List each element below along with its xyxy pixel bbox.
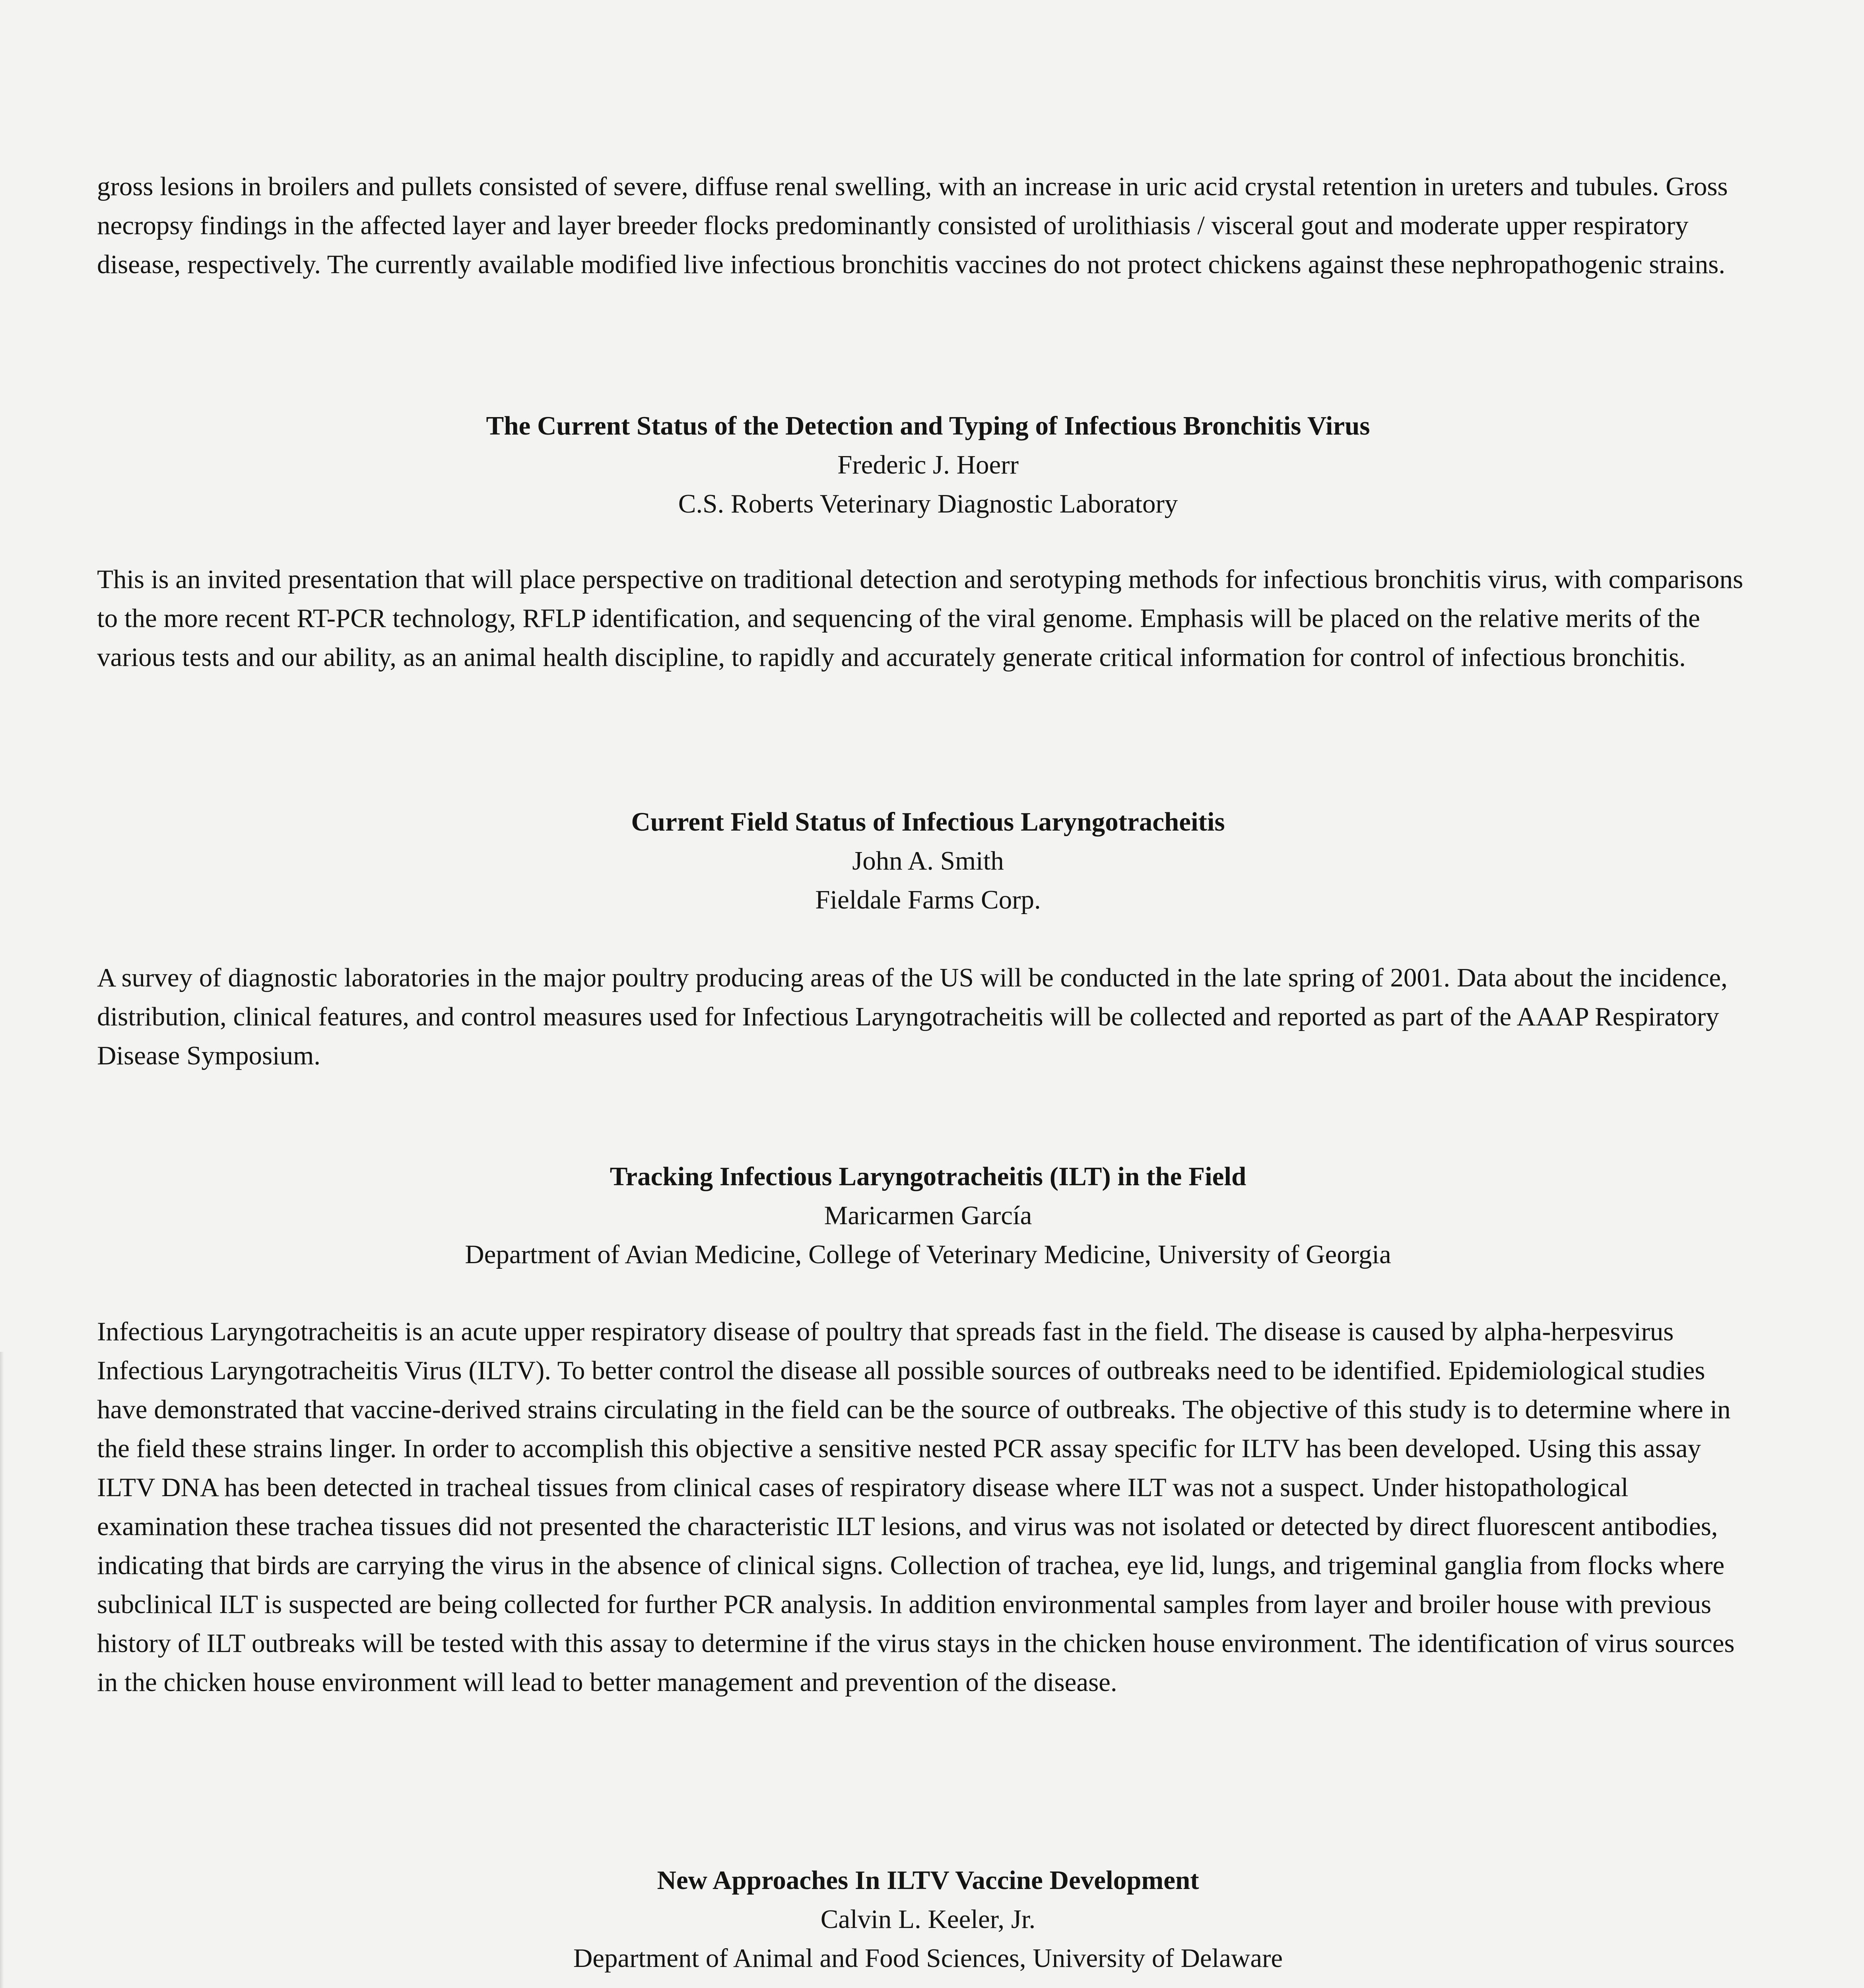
section-heading-ibv-detection [97,406,1759,523]
section-affiliation: Department of Animal and Food Sciences, University of Delaware [573,1943,1283,1973]
section-title: The Current Status of the Detection and Typing of Infectious Bronchitis Virus [486,411,1370,441]
section-abstract: This is an invited presentation that will place perspective on traditional detection and serotyping methods for infectious bronchitis virus, with comparisons to the more recent RT-PCR technology, RFLP identification, and sequencing of the viral genome. Emphasis will be placed on the relative merits of the various tests and our ability, as an animal health discipline, to rapidly and accurately generate critical information for control of infectious bronchitis. [97,565,1744,672]
section-title: New Approaches In ILTV Vaccine Development [657,1866,1199,1895]
section-abstract: A survey of diagnostic laboratories in the major poultry producing areas of the US will be conducted in the late spring of 2001. Data about the incidence, distribution, clinical features, and control measures used for Infectious Laryngotracheitis will be collected and reported as part of the AAAP Respiratory Disease Symposium. [97,963,1728,1070]
section-affiliation: Department of Avian Medicine, College of Veterinary Medicine, University of Georgia [465,1240,1391,1269]
section-heading-iltv-vaccine [97,1861,1759,1978]
section-heading-ilt-tracking [97,1157,1759,1274]
section-heading-ilt-field-status [97,802,1759,919]
section-author: Maricarmen García [824,1201,1032,1230]
section-author: John A. Smith [852,846,1004,876]
binding-edge [0,1352,4,1988]
section-author: Frederic J. Hoerr [837,450,1019,480]
section-title: Current Field Status of Infectious Laryngotracheitis [631,807,1225,837]
intro-paragraph: gross lesions in broilers and pullets consisted of severe, diffuse renal swelling, with an increase in uric acid crystal retention in ureters and tubules. Gross necropsy findings in the affected layer and layer breeder flocks predominantly consisted of urolithiasis / visceral gout and moderate upper respiratory disease, respectively. The currently available modified live infectious bronchitis vaccines do not protect chickens against these nephropathogenic strains. [97,172,1728,279]
section-affiliation: C.S. Roberts Veterinary Diagnostic Laboratory [678,489,1178,518]
section-abstract: Infectious Laryngotracheitis is an acute upper respiratory disease of poultry that spreads fast in the field. The disease is caused by alpha-herpesvirus Infectious Laryngotracheitis Virus (ILTV). To better control the disease all possible sources of outbreaks need to be identified. Epidemiological studies have demonstrated that vaccine-derived strains circulating in the field can be the source of outbreaks. The objective of this study is to determine where in the field these strains linger. In order to accomplish this objective a sensitive nested PCR assay specific for ILTV has been developed. Using this assay ILTV DNA has been detected in tracheal tissues from clinical cases of respiratory disease where ILT was not a suspect. Under histopathological examination these trachea tissues did not presented the characteristic ILT lesions, and virus was not isolated or detected by direct fluorescent antibodies, indicating that birds are carrying the virus in the absence of clinical signs. Collection of trachea, eye lid, lungs, and trigeminal ganglia from flocks where subclinical ILT is suspected are being collected for further PCR analysis. In addition environmental samples from layer and broiler house with previous history of ILT outbreaks will be tested with this assay to determine if the virus stays in the chicken house environment. The identification of virus sources in the chicken house environment will lead to better management and prevention of the disease. [97,1317,1735,1697]
section-author: Calvin L. Keeler, Jr. [820,1905,1036,1934]
document-page [97,0,1759,1988]
section-affiliation: Fieldale Farms Corp. [815,885,1041,914]
section-title: Tracking Infectious Laryngotracheitis (ILT) in the Field [610,1162,1247,1191]
